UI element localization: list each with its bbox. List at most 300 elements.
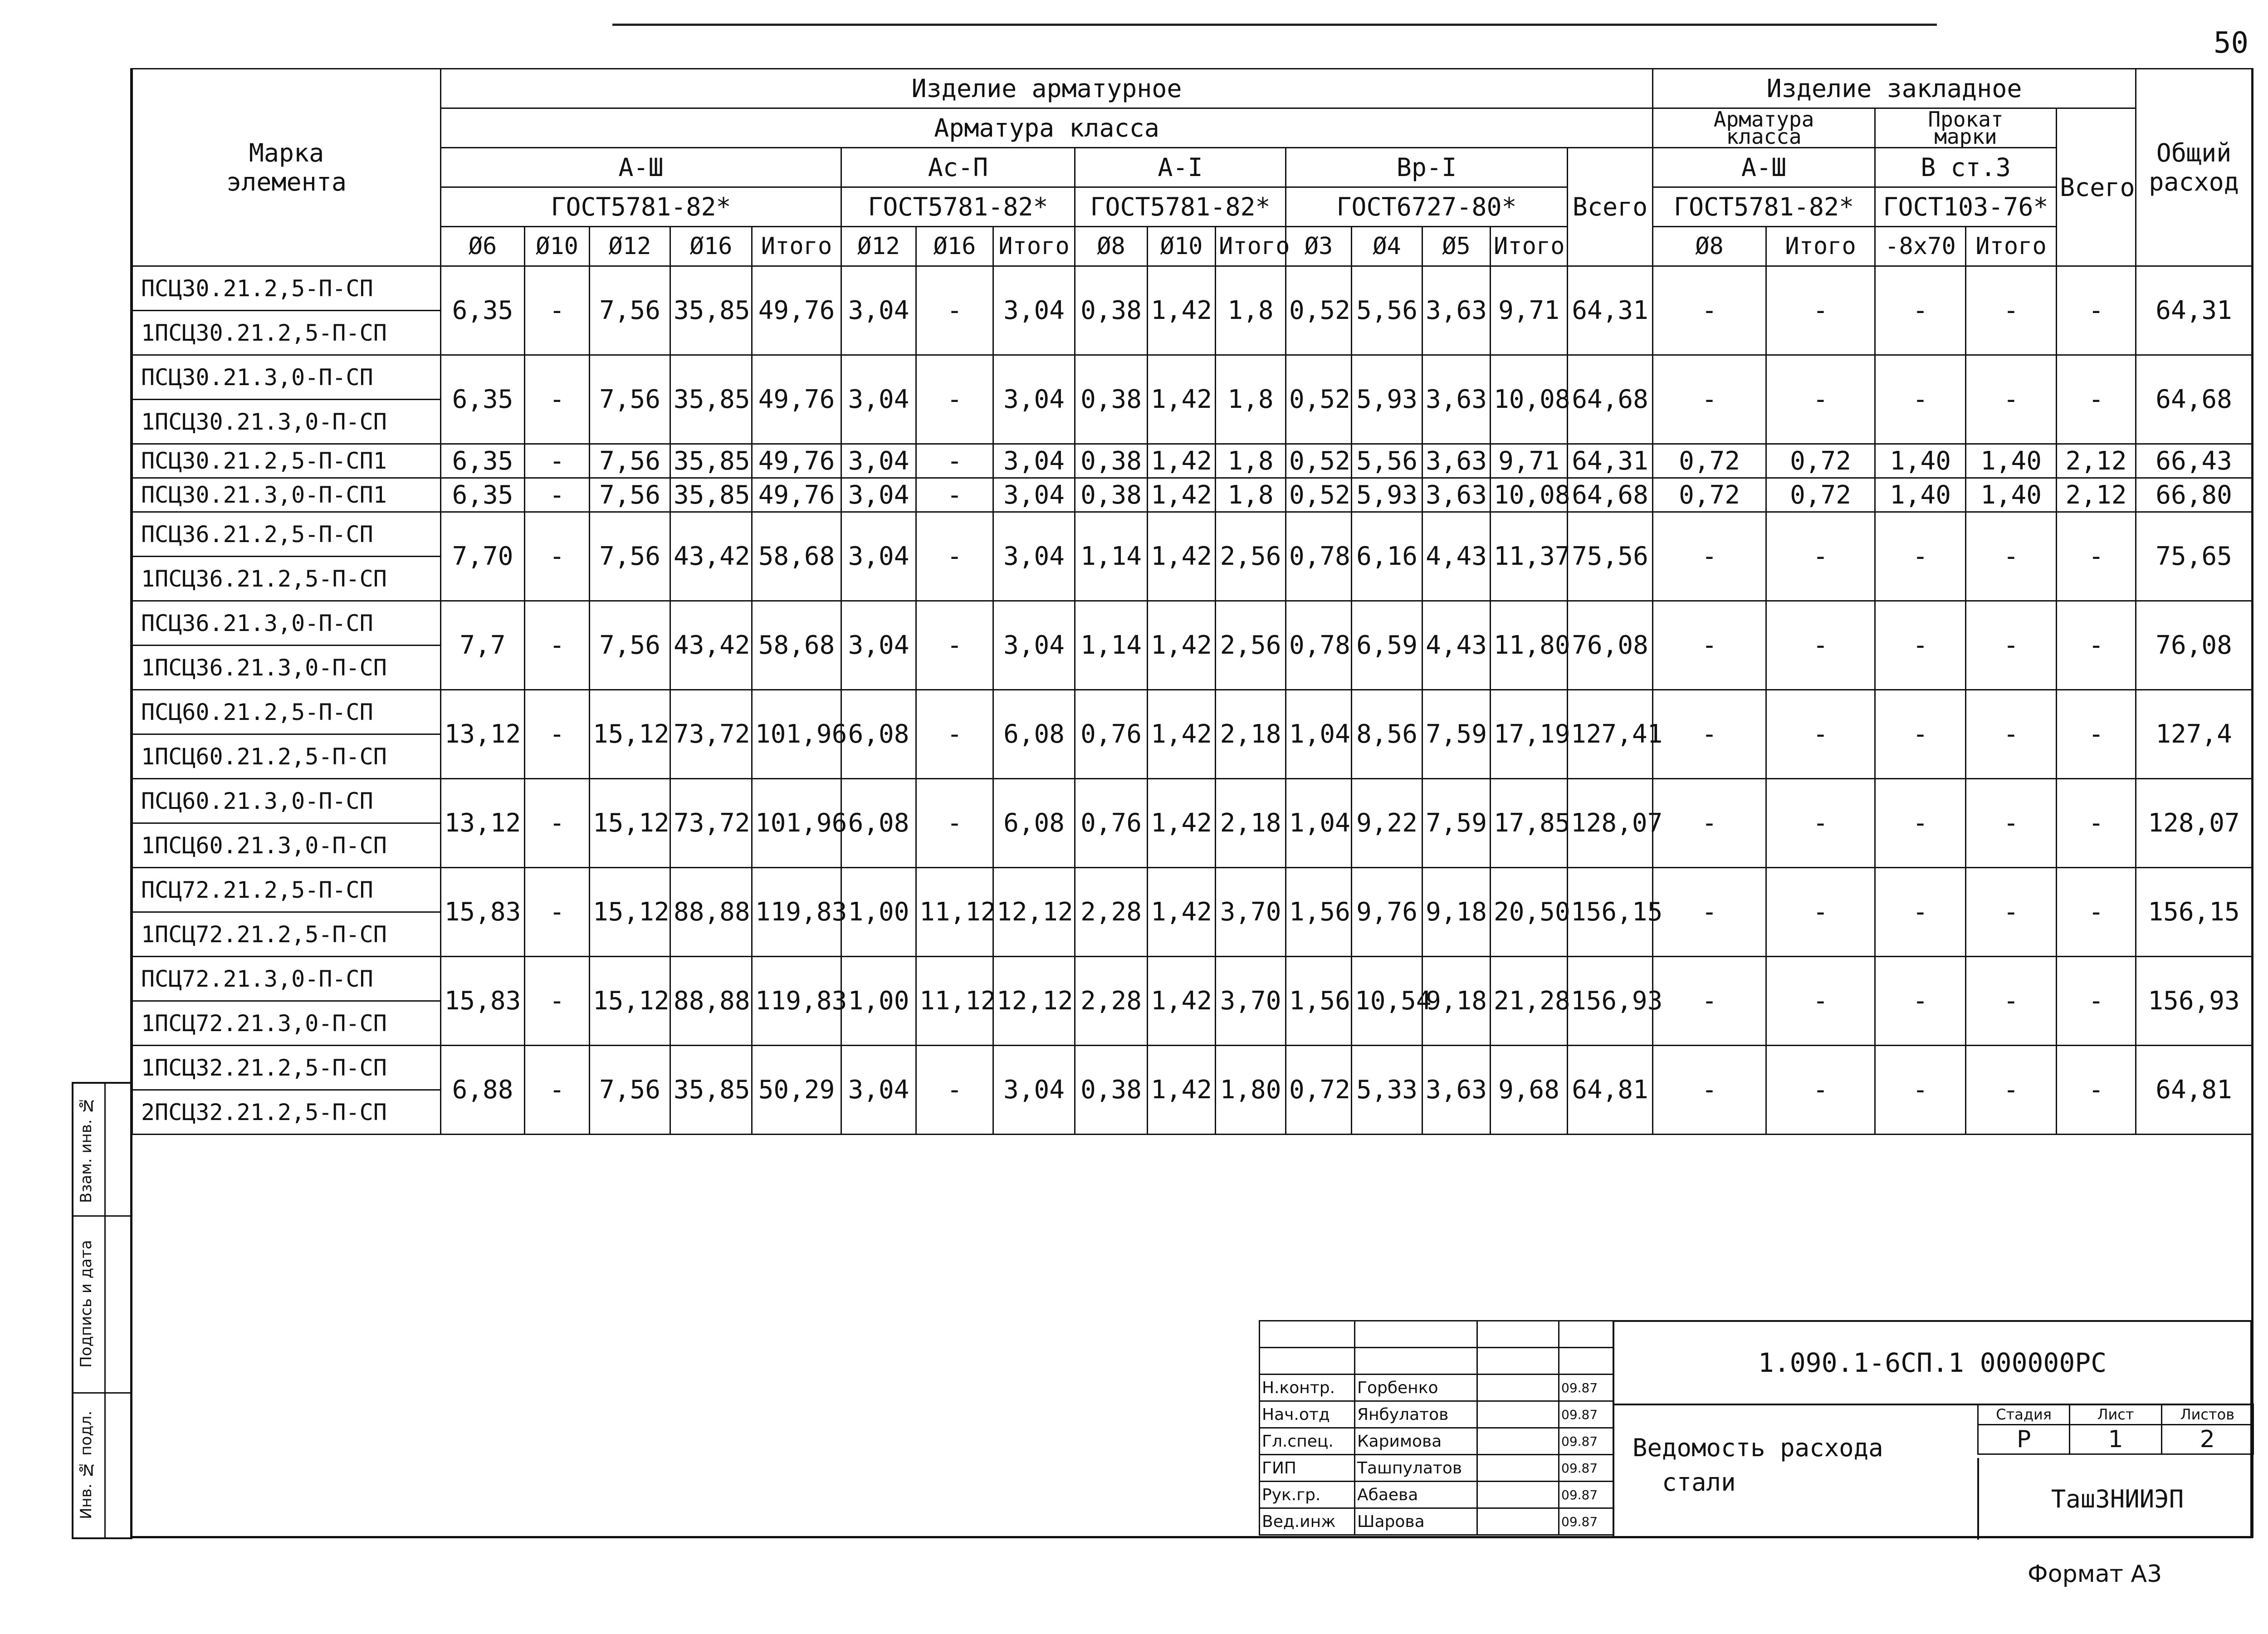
- value-cell: -: [1875, 690, 1966, 779]
- value-cell: 6,35: [441, 266, 525, 355]
- signature-role: Н.контр.: [1260, 1375, 1355, 1401]
- value-cell: 2,18: [1216, 690, 1286, 779]
- value-cell: 1,42: [1148, 512, 1216, 601]
- total-consumption-header: Общий расход: [2136, 69, 2252, 266]
- table-row: [132, 266, 2252, 311]
- table-row: [132, 690, 2252, 734]
- signature-name: Янбулатов: [1355, 1401, 1477, 1428]
- value-cell: -: [1653, 355, 1766, 444]
- value-cell: 1,14: [1075, 601, 1148, 690]
- value-cell: 43,42: [670, 512, 752, 601]
- element-mark: ПСЦ30.21.3,0-П-СП1: [132, 478, 441, 512]
- value-cell: 11,12: [916, 957, 993, 1046]
- subcol-header: Ø16: [670, 227, 752, 266]
- signature-role: Нач.отд: [1260, 1401, 1355, 1428]
- value-cell: -: [1653, 779, 1766, 868]
- stage-value: Р: [1978, 1425, 2070, 1454]
- table-row: [132, 779, 2252, 823]
- value-cell: 12,12: [993, 957, 1075, 1046]
- value-cell: 9,76: [1352, 868, 1422, 957]
- value-cell: -: [1966, 868, 2057, 957]
- value-cell: 1,40: [1875, 444, 1966, 478]
- value-cell: 3,63: [1422, 478, 1491, 512]
- value-cell: 66,80: [2136, 478, 2252, 512]
- value-cell: -: [1766, 355, 1875, 444]
- value-cell: 0,78: [1286, 601, 1352, 690]
- value-cell: 73,72: [670, 690, 752, 779]
- value-cell: 49,76: [752, 355, 841, 444]
- value-cell: 3,70: [1216, 957, 1286, 1046]
- value-cell: -: [1766, 868, 1875, 957]
- value-cell: 119,83: [752, 957, 841, 1046]
- value-cell: 0,38: [1075, 266, 1148, 355]
- value-cell: 49,76: [752, 266, 841, 355]
- element-mark: ПСЦ36.21.2,5-П-СП: [132, 512, 441, 557]
- value-cell: -: [1875, 601, 1966, 690]
- document-code: 1.090.1-6СП.1 000000РС: [1614, 1322, 2250, 1405]
- signature-role: Гл.спец.: [1260, 1428, 1355, 1455]
- value-cell: 1,00: [841, 868, 916, 957]
- value-cell: 64,81: [2136, 1046, 2252, 1135]
- value-cell: 3,04: [841, 512, 916, 601]
- value-cell: 10,08: [1491, 478, 1568, 512]
- value-cell: 0,52: [1286, 478, 1352, 512]
- value-cell: 64,68: [2136, 355, 2252, 444]
- value-cell: 15,83: [441, 868, 525, 957]
- sheets-label: Листов: [2161, 1404, 2253, 1425]
- value-cell: 13,12: [441, 779, 525, 868]
- gost-vr1-header: ГОСТ6727-80*: [1286, 187, 1568, 227]
- value-cell: 0,38: [1075, 444, 1148, 478]
- value-cell: 58,68: [752, 512, 841, 601]
- value-cell: 1,14: [1075, 512, 1148, 601]
- element-mark: 1ПСЦ36.21.2,5-П-СП: [132, 557, 441, 601]
- value-cell: 12,12: [993, 868, 1075, 957]
- value-cell: 49,76: [752, 444, 841, 478]
- signature-name: Каримова: [1355, 1428, 1477, 1455]
- value-cell: 9,22: [1352, 779, 1422, 868]
- mark-header: Марка элемента: [132, 69, 441, 266]
- gost-as2-header: ГОСТ5781-82*: [841, 187, 1075, 227]
- class-vr1-header: Вр-I: [1286, 148, 1568, 187]
- side-stamp-podpis-label: Подпись и дата: [77, 1240, 95, 1368]
- value-cell: 7,56: [590, 266, 670, 355]
- value-cell: 7,59: [1422, 779, 1491, 868]
- value-cell: -: [525, 690, 590, 779]
- value-cell: 1,42: [1148, 355, 1216, 444]
- value-cell: 156,93: [2136, 957, 2252, 1046]
- subcolumn-header-row: [132, 227, 2252, 266]
- value-cell: -: [1653, 1046, 1766, 1135]
- value-cell: 0,52: [1286, 266, 1352, 355]
- value-cell: -: [1766, 1046, 1875, 1135]
- value-cell: 6,88: [441, 1046, 525, 1135]
- value-cell: -: [2057, 601, 2136, 690]
- subcol-header: Ø5: [1422, 227, 1491, 266]
- side-stamp-cell-inv: [73, 1392, 131, 1537]
- element-mark: ПСЦ36.21.3,0-П-СП: [132, 601, 441, 646]
- signature-date: 09.87: [1559, 1508, 1613, 1535]
- zakl-vsego-header: Всего: [2057, 108, 2136, 266]
- zakl-prokat-header: Прокат марки: [1875, 108, 2057, 148]
- subcol-header: Итого: [1491, 227, 1568, 266]
- value-cell: 9,71: [1491, 266, 1568, 355]
- signature-row: [1260, 1508, 1613, 1535]
- page-number: 50: [2214, 26, 2249, 60]
- value-cell: 64,31: [1568, 444, 1653, 478]
- value-cell: 35,85: [670, 478, 752, 512]
- value-cell: 3,04: [993, 1046, 1075, 1135]
- value-cell: 1,42: [1148, 868, 1216, 957]
- table-body: [132, 266, 2252, 1135]
- value-cell: 6,08: [993, 690, 1075, 779]
- signature-role: Рук.гр.: [1260, 1482, 1355, 1508]
- value-cell: 9,71: [1491, 444, 1568, 478]
- value-cell: 0,38: [1075, 1046, 1148, 1135]
- value-cell: -: [1766, 690, 1875, 779]
- value-cell: 6,08: [841, 779, 916, 868]
- side-stamp-inv-label: Инв. № подл.: [77, 1410, 95, 1519]
- value-cell: 1,42: [1148, 957, 1216, 1046]
- value-cell: 20,50: [1491, 868, 1568, 957]
- value-cell: -: [1766, 957, 1875, 1046]
- value-cell: -: [1653, 266, 1766, 355]
- value-cell: 49,76: [752, 478, 841, 512]
- value-cell: 9,18: [1422, 957, 1491, 1046]
- value-cell: 88,88: [670, 868, 752, 957]
- element-mark: 1ПСЦ30.21.2,5-П-СП: [132, 311, 441, 355]
- value-cell: -: [2057, 868, 2136, 957]
- zakl-class-vst3-header: В ст.3: [1875, 148, 2057, 187]
- value-cell: 4,43: [1422, 512, 1491, 601]
- signature-scribble: [1477, 1455, 1559, 1482]
- class-as2-header: Ас-П: [841, 148, 1075, 187]
- value-cell: 1,8: [1216, 355, 1286, 444]
- value-cell: -: [1966, 601, 2057, 690]
- value-cell: 76,08: [1568, 601, 1653, 690]
- value-cell: 0,78: [1286, 512, 1352, 601]
- signature-name: Ташпулатов: [1355, 1455, 1477, 1482]
- value-cell: -: [2057, 512, 2136, 601]
- value-cell: -: [1766, 266, 1875, 355]
- signature-scribble: [1477, 1401, 1559, 1428]
- subcol-header: Ø6: [441, 227, 525, 266]
- value-cell: 1,56: [1286, 868, 1352, 957]
- value-cell: 21,28: [1491, 957, 1568, 1046]
- value-cell: 64,68: [1568, 355, 1653, 444]
- value-cell: -: [1875, 868, 1966, 957]
- value-cell: 7,56: [590, 601, 670, 690]
- value-cell: 5,56: [1352, 266, 1422, 355]
- value-cell: 7,70: [441, 512, 525, 601]
- value-cell: -: [1966, 690, 2057, 779]
- value-cell: 15,12: [590, 779, 670, 868]
- value-cell: 66,43: [2136, 444, 2252, 478]
- value-cell: 10,54: [1352, 957, 1422, 1046]
- zakl-subcol-header: Итого: [1766, 227, 1875, 266]
- sheet-label: Лист: [2070, 1404, 2161, 1425]
- value-cell: 3,04: [841, 478, 916, 512]
- value-cell: -: [2057, 957, 2136, 1046]
- value-cell: 7,56: [590, 478, 670, 512]
- subcol-header: Ø3: [1286, 227, 1352, 266]
- value-cell: 35,85: [670, 266, 752, 355]
- signature-row: [1260, 1428, 1613, 1455]
- value-cell: -: [525, 512, 590, 601]
- value-cell: 2,28: [1075, 957, 1148, 1046]
- value-cell: 7,56: [590, 1046, 670, 1135]
- value-cell: 75,65: [2136, 512, 2252, 601]
- zakl-armatura-header: Арматура класса: [1653, 108, 1875, 148]
- signature-row: [1260, 1401, 1613, 1428]
- value-cell: 5,93: [1352, 478, 1422, 512]
- value-cell: -: [525, 355, 590, 444]
- value-cell: 3,04: [993, 444, 1075, 478]
- value-cell: 1,80: [1216, 1046, 1286, 1135]
- value-cell: -: [916, 779, 993, 868]
- value-cell: 3,04: [993, 512, 1075, 601]
- value-cell: 15,83: [441, 957, 525, 1046]
- element-mark: ПСЦ60.21.2,5-П-СП: [132, 690, 441, 734]
- value-cell: -: [1653, 957, 1766, 1046]
- gost-a1-header: ГОСТ5781-82*: [1075, 187, 1286, 227]
- value-cell: 3,70: [1216, 868, 1286, 957]
- value-cell: -: [525, 1046, 590, 1135]
- element-mark: 1ПСЦ72.21.3,0-П-СП: [132, 1001, 441, 1046]
- table-row: [132, 355, 2252, 400]
- gost-a3-header: ГОСТ5781-82*: [441, 187, 841, 227]
- document-title: Ведомость расхода стали: [1633, 1433, 1883, 1497]
- value-cell: 0,76: [1075, 779, 1148, 868]
- subcol-header: Ø12: [841, 227, 916, 266]
- value-cell: 6,35: [441, 444, 525, 478]
- value-cell: 2,18: [1216, 779, 1286, 868]
- value-cell: -: [916, 266, 993, 355]
- value-cell: -: [1766, 779, 1875, 868]
- value-cell: 3,04: [993, 601, 1075, 690]
- value-cell: 7,7: [441, 601, 525, 690]
- value-cell: -: [916, 478, 993, 512]
- value-cell: -: [525, 601, 590, 690]
- value-cell: 1,8: [1216, 444, 1286, 478]
- title-block-main: [1613, 1320, 2252, 1538]
- value-cell: 35,85: [670, 1046, 752, 1135]
- element-mark: ПСЦ30.21.3,0-П-СП: [132, 355, 441, 400]
- table-row: [132, 478, 2252, 512]
- subcol-header: Ø10: [525, 227, 590, 266]
- top-rule: [612, 24, 1937, 26]
- armatura-klassa-header: Арматура класса: [441, 108, 1653, 148]
- value-cell: 0,52: [1286, 444, 1352, 478]
- value-cell: 1,40: [1875, 478, 1966, 512]
- value-cell: -: [525, 266, 590, 355]
- value-cell: 3,04: [841, 601, 916, 690]
- value-cell: -: [525, 957, 590, 1046]
- value-cell: 2,56: [1216, 601, 1286, 690]
- value-cell: -: [1653, 868, 1766, 957]
- element-mark: 2ПСЦ32.21.2,5-П-СП: [132, 1090, 441, 1135]
- table-row: [132, 957, 2252, 1001]
- value-cell: 5,93: [1352, 355, 1422, 444]
- value-cell: 1,04: [1286, 779, 1352, 868]
- value-cell: -: [916, 1046, 993, 1135]
- value-cell: 1,42: [1148, 1046, 1216, 1135]
- value-cell: 13,12: [441, 690, 525, 779]
- table-row: [132, 512, 2252, 557]
- signature-row: [1260, 1455, 1613, 1482]
- element-mark: ПСЦ60.21.3,0-П-СП: [132, 779, 441, 823]
- subcol-header: Итого: [993, 227, 1075, 266]
- signature-date: 09.87: [1559, 1375, 1613, 1401]
- table-row: [132, 444, 2252, 478]
- value-cell: 128,07: [1568, 779, 1653, 868]
- stage-sheet-table: [1977, 1404, 2254, 1458]
- value-cell: 6,08: [993, 779, 1075, 868]
- value-cell: 3,04: [993, 266, 1075, 355]
- side-stamp-cell-vzam: [73, 1084, 131, 1217]
- stage-label: Стадия: [1978, 1404, 2070, 1425]
- signature-scribble: [1477, 1375, 1559, 1401]
- value-cell: -: [1966, 779, 2057, 868]
- sheet-value: 1: [2070, 1425, 2161, 1454]
- value-cell: -: [2057, 1046, 2136, 1135]
- value-cell: 156,15: [1568, 868, 1653, 957]
- format-label: Формат А3: [2028, 1561, 2162, 1588]
- value-cell: 1,42: [1148, 444, 1216, 478]
- value-cell: 1,8: [1216, 266, 1286, 355]
- value-cell: 2,12: [2057, 478, 2136, 512]
- value-cell: 0,38: [1075, 478, 1148, 512]
- value-cell: -: [1653, 601, 1766, 690]
- value-cell: 1,42: [1148, 690, 1216, 779]
- value-cell: -: [1966, 512, 2057, 601]
- signature-name: Шарова: [1355, 1508, 1477, 1535]
- value-cell: -: [1875, 512, 1966, 601]
- value-cell: 3,04: [841, 355, 916, 444]
- signature-role: ГИП: [1260, 1455, 1355, 1482]
- zakl-subcol-header: Итого: [1966, 227, 2057, 266]
- value-cell: 1,42: [1148, 478, 1216, 512]
- subcol-header: Ø10: [1148, 227, 1216, 266]
- zakl-class-a3-header: А-Ш: [1653, 148, 1875, 187]
- value-cell: 0,38: [1075, 355, 1148, 444]
- value-cell: 6,59: [1352, 601, 1422, 690]
- value-cell: 1,42: [1148, 601, 1216, 690]
- value-cell: -: [1766, 512, 1875, 601]
- side-stamp: [72, 1082, 132, 1539]
- signature-scribble: [1477, 1482, 1559, 1508]
- value-cell: 15,12: [590, 690, 670, 779]
- value-cell: 0,72: [1653, 444, 1766, 478]
- value-cell: -: [916, 512, 993, 601]
- element-mark: 1ПСЦ32.21.2,5-П-СП: [132, 1046, 441, 1090]
- value-cell: 119,83: [752, 868, 841, 957]
- value-cell: 1,40: [1966, 478, 2057, 512]
- value-cell: -: [1875, 355, 1966, 444]
- value-cell: 0,72: [1766, 444, 1875, 478]
- izdelie-arm-header: Изделие арматурное: [441, 69, 1653, 108]
- value-cell: -: [1875, 266, 1966, 355]
- value-cell: -: [916, 601, 993, 690]
- value-cell: 7,56: [590, 512, 670, 601]
- izdelie-zakl-header: Изделие закладное: [1653, 69, 2136, 108]
- value-cell: 9,18: [1422, 868, 1491, 957]
- value-cell: 0,52: [1286, 355, 1352, 444]
- subcol-header: Итого: [752, 227, 841, 266]
- value-cell: 6,16: [1352, 512, 1422, 601]
- value-cell: 43,42: [670, 601, 752, 690]
- signature-scribble: [1477, 1508, 1559, 1535]
- value-cell: 1,00: [841, 957, 916, 1046]
- element-mark: ПСЦ30.21.2,5-П-СП: [132, 266, 441, 311]
- element-mark: 1ПСЦ60.21.2,5-П-СП: [132, 734, 441, 779]
- value-cell: -: [916, 355, 993, 444]
- value-cell: 1,40: [1966, 444, 2057, 478]
- value-cell: 3,04: [841, 266, 916, 355]
- value-cell: 88,88: [670, 957, 752, 1046]
- signature-row: [1260, 1482, 1613, 1508]
- value-cell: 75,56: [1568, 512, 1653, 601]
- value-cell: 7,56: [590, 355, 670, 444]
- value-cell: -: [1966, 1046, 2057, 1135]
- organization-name: ТашЗНИИЭП: [1977, 1458, 2256, 1540]
- value-cell: -: [916, 444, 993, 478]
- class-a1-header: А-I: [1075, 148, 1286, 187]
- element-mark: 1ПСЦ36.21.3,0-П-СП: [132, 646, 441, 690]
- subcol-header: Ø12: [590, 227, 670, 266]
- arm-vsego-header: Всего: [1568, 148, 1653, 266]
- value-cell: -: [525, 478, 590, 512]
- element-mark: 1ПСЦ60.21.3,0-П-СП: [132, 823, 441, 868]
- value-cell: 3,63: [1422, 355, 1491, 444]
- value-cell: 0,76: [1075, 690, 1148, 779]
- value-cell: -: [525, 868, 590, 957]
- value-cell: -: [1966, 957, 2057, 1046]
- element-mark: ПСЦ72.21.3,0-П-СП: [132, 957, 441, 1001]
- zakl-subcol-header: -8x70: [1875, 227, 1966, 266]
- value-cell: -: [1875, 779, 1966, 868]
- value-cell: 1,42: [1148, 779, 1216, 868]
- value-cell: 17,85: [1491, 779, 1568, 868]
- value-cell: -: [1766, 601, 1875, 690]
- value-cell: 2,28: [1075, 868, 1148, 957]
- value-cell: 101,96: [752, 779, 841, 868]
- value-cell: 128,07: [2136, 779, 2252, 868]
- value-cell: 35,85: [670, 444, 752, 478]
- value-cell: 3,63: [1422, 1046, 1491, 1135]
- value-cell: 58,68: [752, 601, 841, 690]
- subcol-header: Ø8: [1075, 227, 1148, 266]
- value-cell: 3,04: [993, 355, 1075, 444]
- value-cell: -: [916, 690, 993, 779]
- element-mark: 1ПСЦ30.21.3,0-П-СП: [132, 400, 441, 444]
- value-cell: 1,8: [1216, 478, 1286, 512]
- signature-role: Вед.инж: [1260, 1508, 1355, 1535]
- value-cell: 10,08: [1491, 355, 1568, 444]
- steel-consumption-table: [132, 68, 2253, 1135]
- value-cell: 15,12: [590, 868, 670, 957]
- value-cell: 11,12: [916, 868, 993, 957]
- value-cell: 4,43: [1422, 601, 1491, 690]
- value-cell: -: [2057, 266, 2136, 355]
- value-cell: 1,42: [1148, 266, 1216, 355]
- element-mark: 1ПСЦ72.21.2,5-П-СП: [132, 912, 441, 957]
- value-cell: 2,12: [2057, 444, 2136, 478]
- value-cell: 8,56: [1352, 690, 1422, 779]
- value-cell: 6,35: [441, 478, 525, 512]
- value-cell: 17,19: [1491, 690, 1568, 779]
- value-cell: -: [1875, 1046, 1966, 1135]
